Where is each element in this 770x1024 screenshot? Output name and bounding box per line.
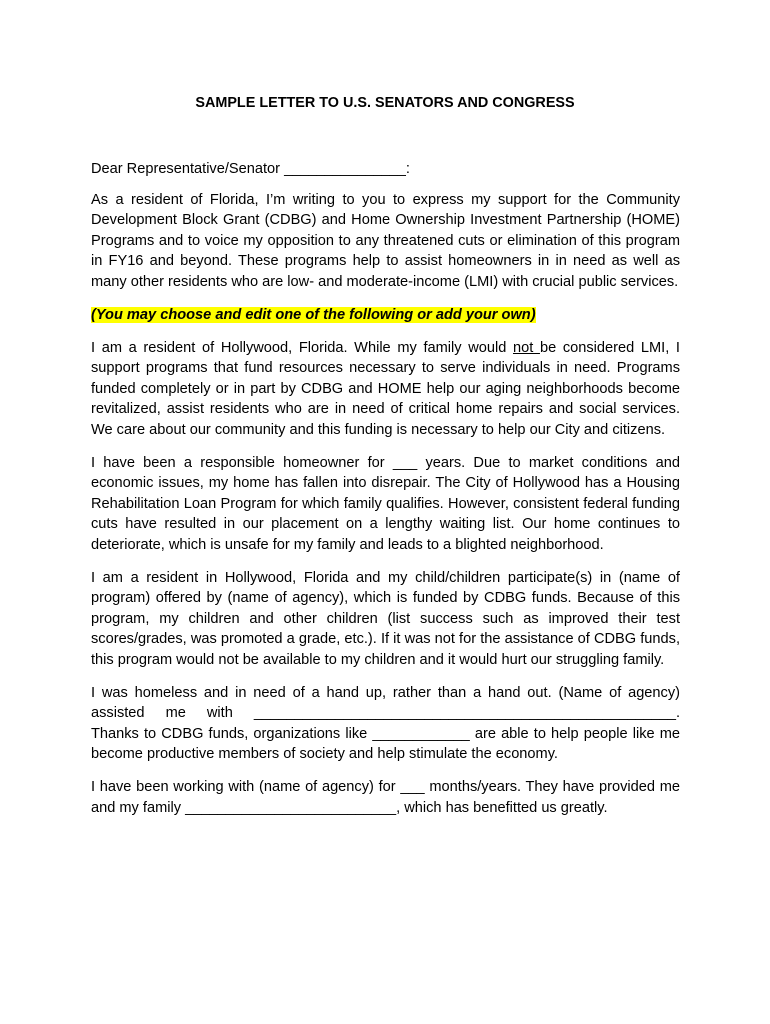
option-paragraph-1 (91, 338, 680, 441)
letter-title: SAMPLE LETTER TO U.S. SENATORS AND CONGRESS (195, 95, 575, 111)
option-paragraph-5: I have been working with (name of agency) for ___ months/years. They have provided me and my family __________________________, which has benefitted us greatly. (91, 779, 680, 816)
highlighted-instruction: (You may choose and edit one of the following or add your own) (91, 306, 536, 323)
option-paragraph-4: I was homeless and in need of a hand up, rather than a hand out. (Name of agency) assisted me with ____________________________________________________. Thanks to CDBG funds, organizations like ____________ are able to help people like me become productive members of society and help stimulate the economy. (91, 684, 680, 762)
option1-underlined-text: not (513, 339, 540, 356)
letter-body (91, 159, 680, 831)
option1-text-after: be considered LMI, I support programs that fund resources necessary to serve individuals in need. Programs funded completely or in part by CDBG and HOME help our aging neighborhoods become revitalized, assist residents who are in need of critical home repairs and social services. We care about our community and this funding is necessary to help our City and citizens. (91, 339, 680, 438)
salutation: Dear Representative/Senator _______________: (91, 161, 410, 177)
option1-text-before: I am a resident of Hollywood, Florida. While my family would (91, 339, 513, 356)
option-paragraph-3: I am a resident in Hollywood, Florida and my child/children participate(s) in (name of program) offered by (name of agency), which is funded by CDBG funds. Because of this program, my children and other children (list success such as improved their test scores/grades, was promoted a grade, etc.). If it was not for the assistance of CDBG funds, this program would not be available to my children and it would hurt our struggling family. (91, 569, 680, 668)
intro-paragraph: As a resident of Florida, I’m writing to you to express my support for the Community Development Block Grant (CDBG) and Home Ownership Investment Partnership (HOME) Programs and to voice my opposition to any threatened cuts or elimination of this program in FY16 and beyond. These programs help to assist homeowners in in need as well as many other residents who are low- and moderate-income (LMI) with crucial public services. (91, 191, 680, 290)
option-paragraph-2: I have been a responsible homeowner for ___ years. Due to market conditions and economic issues, my home has fallen into disrepair. The City of Hollywood has a Housing Rehabilitation Loan Program for which family qualifies. However, consistent federal funding cuts have resulted in our placement on a lengthy waiting list. Our home continues to deteriorate, which is unsafe for my family and leads to a blighted neighborhood. (91, 454, 680, 553)
instruction-line (91, 305, 680, 326)
